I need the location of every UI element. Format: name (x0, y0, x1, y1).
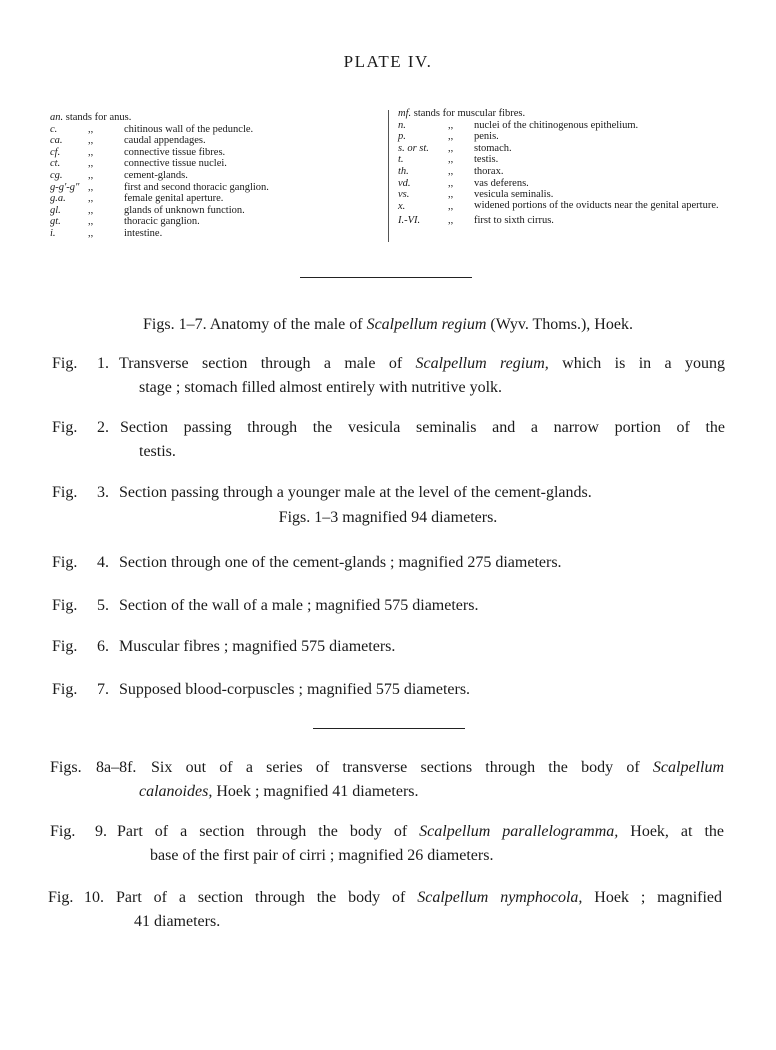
figure-label: Fig. (52, 419, 78, 436)
figure-caption (50, 756, 726, 806)
legend-row (50, 147, 380, 159)
figure-continuation: base of the first pair of cirri ; magnified 26 diameters. (150, 847, 494, 864)
ditto-mark: ,, (88, 135, 94, 147)
legend-desc: caudal appendages. (124, 135, 206, 147)
legend-row (398, 189, 738, 201)
figure-text: Section passing through a younger male at the level of the cement-glands. (119, 484, 592, 501)
section-title-prefix: Figs. 1–7. Anatomy of the male of (143, 316, 367, 333)
legend-abbr: t. (398, 154, 404, 166)
figure-text-post: Hoek, at the (618, 823, 725, 840)
ditto-mark: ,, (448, 142, 454, 154)
ditto-mark: ,, (88, 181, 94, 193)
legend-abbr: i. (50, 227, 56, 239)
legend-desc: vas deferens. (474, 177, 529, 189)
figure-label: Fig. (52, 554, 78, 571)
figure-text-pre: Part of a section through the body of (116, 889, 418, 906)
legend-intro (398, 108, 738, 120)
legend-desc: testis. (474, 154, 499, 166)
figure-caption (52, 551, 726, 577)
species-name: Scalpellum nymphocola, (417, 889, 583, 906)
legend-abbr: g-g'-g" (50, 181, 80, 193)
legend-row (50, 193, 380, 205)
figure-text: Section through one of the cement-glands ; magnified 275 diameters. (119, 554, 562, 571)
ditto-mark: ,, (88, 158, 94, 170)
legend-desc: cement-glands. (124, 169, 188, 181)
divider-rule (300, 277, 472, 278)
figure-text-pre: Transverse section through a male of (119, 355, 416, 372)
legend-row (50, 205, 380, 217)
figure-number: 8a–8f. (96, 759, 137, 776)
legend-desc: first and second thoracic ganglion. (124, 181, 269, 193)
legend-desc: female genital aperture. (124, 193, 224, 205)
legend-desc: stands for anus. (65, 112, 132, 123)
legend-abbr: an. (50, 112, 64, 123)
legend-desc: penis. (474, 131, 499, 143)
figure-text-post: Hoek ; magnified 41 diameters. (212, 783, 419, 800)
species-name: Scalpellum parallelogramma, (419, 823, 619, 840)
figure-continuation: stage ; stomach filled almost entirely with nutritive yolk. (139, 379, 503, 396)
figure-caption (52, 678, 726, 704)
figure-caption (48, 886, 726, 936)
section-title-species: Scalpellum regium (366, 316, 487, 333)
legend-row (50, 158, 380, 170)
legend-row (398, 215, 738, 227)
legend-abbr: p. (398, 131, 406, 143)
figure-number: 2. (97, 419, 109, 436)
legend-row (398, 201, 738, 213)
figure-caption (52, 594, 726, 620)
figure-text (151, 756, 724, 780)
figure-text (119, 352, 725, 376)
legend-desc: intestine. (124, 227, 163, 239)
figure-caption (52, 481, 726, 507)
figure-continuation: testis. (139, 443, 176, 460)
species-name: Scalpellum regium, (415, 355, 549, 372)
legend-abbr: g.a. (50, 193, 66, 205)
legend-abbr: gl. (50, 204, 61, 216)
legend-row (50, 216, 380, 228)
ditto-mark: ,, (448, 215, 454, 227)
ditto-mark: ,, (88, 146, 94, 158)
figure-text (116, 886, 722, 910)
legend-abbr: vs. (398, 189, 410, 201)
ditto-mark: ,, (448, 131, 454, 143)
legend-abbr: s. or st. (398, 142, 429, 154)
legend-abbr: mf. (398, 108, 412, 119)
figure-label: Fig. (52, 681, 78, 698)
legend-row (50, 170, 380, 182)
ditto-mark: ,, (448, 119, 454, 131)
divider-rule (313, 728, 465, 729)
figure-text: Muscular fibres ; magnified 575 diameters. (119, 638, 396, 655)
figure-number: 7. (97, 681, 109, 698)
species-name: Scalpellum (652, 759, 724, 776)
figure-text (117, 820, 724, 844)
figure-number: 1. (97, 355, 109, 372)
figure-label: Fig. (48, 889, 74, 906)
legend-row (50, 228, 380, 240)
legend-abbr: n. (398, 119, 406, 131)
figure-number: 5. (97, 597, 109, 614)
legend-abbr: I.-VI. (398, 215, 421, 227)
legend-abbr: cf. (50, 146, 61, 158)
legend-divider (388, 110, 389, 242)
figure-caption (52, 416, 726, 466)
legend-desc: thoracic ganglion. (124, 216, 200, 228)
plate-title: PLATE IV. (343, 52, 433, 71)
legend-desc: thorax. (474, 165, 504, 177)
species-name: calanoides, (139, 783, 213, 800)
legend-abbr: th. (398, 165, 409, 177)
legend-abbr: c. (50, 123, 58, 135)
ditto-mark: ,, (88, 216, 94, 228)
figure-text-post: Hoek ; magnified (582, 889, 723, 906)
legend-row (398, 143, 738, 155)
legend-desc: chitinous wall of the peduncle. (124, 123, 254, 135)
legend-desc: connective tissue fibres. (124, 146, 226, 158)
legend-abbr: cg. (50, 169, 63, 181)
legend-row (398, 154, 738, 166)
figure-caption (52, 352, 726, 402)
ditto-mark: ,, (448, 200, 454, 212)
ditto-mark: ,, (88, 204, 94, 216)
figure-label: Fig. (52, 597, 78, 614)
legend-desc: stands for muscular fibres. (413, 108, 526, 119)
figure-text: Section of the wall of a male ; magnified 575 diameters. (119, 597, 479, 614)
ditto-mark: ,, (88, 169, 94, 181)
figure-number: 6. (97, 638, 109, 655)
ditto-mark: ,, (448, 165, 454, 177)
legend-abbr: gt. (50, 216, 61, 228)
figure-text-post: which is in a young (548, 355, 725, 372)
figure-number: 10. (84, 889, 104, 906)
figure-continuation: 41 diameters. (134, 913, 221, 930)
legend-abbr: x. (398, 200, 406, 212)
figure-label: Fig. (52, 638, 78, 655)
figure-label: Figs. (50, 759, 82, 776)
legend-right (398, 108, 738, 227)
legend-abbr: ca. (50, 135, 63, 147)
legend-row (398, 166, 738, 178)
legend-row (398, 120, 738, 132)
legend-row (50, 182, 380, 194)
figure-number: 9. (95, 823, 107, 840)
ditto-mark: ,, (448, 189, 454, 201)
legend-row (398, 178, 738, 190)
legend-desc: vesicula seminalis. (474, 189, 554, 201)
figure-text-pre: Part of a section through the body of (117, 823, 420, 840)
figure-caption (50, 820, 726, 870)
magnification-note: Figs. 1–3 magnified 94 diameters. (278, 509, 498, 526)
figure-number: 3. (97, 484, 109, 501)
legend-desc: stomach. (474, 142, 512, 154)
figure-number: 4. (97, 554, 109, 571)
legend-row (398, 131, 738, 143)
ditto-mark: ,, (448, 154, 454, 166)
ditto-mark: ,, (88, 123, 94, 135)
legend-abbr: ct. (50, 158, 61, 170)
figure-label: Fig. (52, 484, 78, 501)
section-title (0, 316, 776, 334)
legend-left (50, 112, 380, 240)
ditto-mark: ,, (88, 193, 94, 205)
legend-intro (50, 112, 380, 124)
figure-text: Supposed blood-corpuscles ; magnified 575 diameters. (119, 681, 471, 698)
legend-desc: nuclei of the chitinogenous epithelium. (474, 119, 639, 131)
figure-text: Section passing through the vesicula seminalis and a narrow portion of the (120, 419, 725, 436)
figure-caption (52, 635, 726, 661)
figure-continuation (139, 780, 419, 804)
legend-desc: first to sixth cirrus. (474, 215, 554, 227)
legend-desc: connective tissue nuclei. (124, 158, 227, 170)
section-title-suffix: (Wyv. Thoms.), Hoek. (486, 316, 633, 333)
figure-label: Fig. (50, 823, 76, 840)
ditto-mark: ,, (448, 177, 454, 189)
figure-label: Fig. (52, 355, 78, 372)
legend-desc: glands of unknown function. (124, 204, 245, 216)
legend-row (50, 124, 380, 136)
ditto-mark: ,, (88, 227, 94, 239)
legend-row (50, 135, 380, 147)
figure-text-pre: Six out of a series of transverse sections through the body of (151, 759, 653, 776)
legend-abbr: vd. (398, 177, 411, 189)
legend-desc: widened portions of the oviducts near the genital aperture. (474, 199, 719, 211)
